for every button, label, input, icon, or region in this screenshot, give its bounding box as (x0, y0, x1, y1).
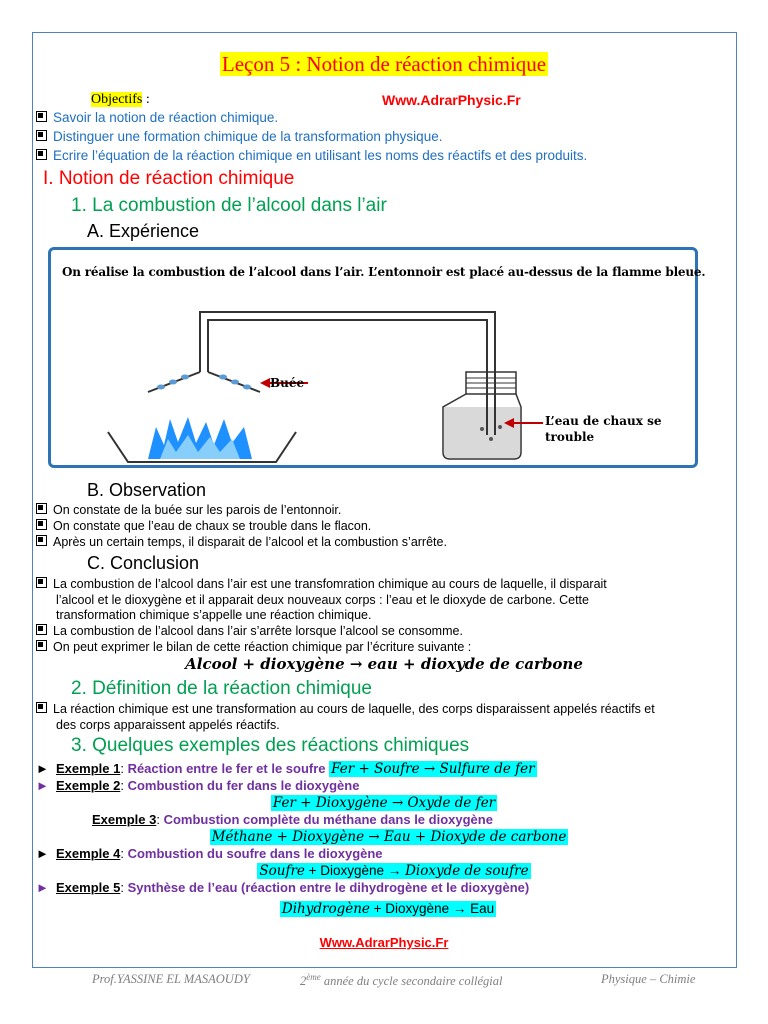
checkbox-icon (36, 111, 47, 122)
checkbox-icon (36, 519, 47, 530)
checkbox-icon (36, 640, 47, 651)
label-trouble: trouble (545, 430, 595, 444)
subsection-heading-1: 1. La combustion de l’alcool dans l’air (71, 195, 387, 216)
subsection-heading-c: C. Conclusion (87, 553, 200, 573)
example-1: ► Exemple 1: Réaction entre le fer et le soufre Fer + Soufre → Sulfure de fer (36, 761, 535, 777)
example-equation: Dihydrogène + Dioxygène → Eau (281, 901, 495, 917)
observation-item: Après un certain temps, il disparait de l’alcool et la combustion s’arrête. (36, 535, 447, 549)
footer-subject: Physique – Chimie (601, 972, 696, 986)
objectifs-heading: Objectifs : (91, 92, 150, 107)
experiment-diagram (48, 247, 698, 468)
arrow-icon: ► (36, 846, 49, 861)
checkbox-icon (36, 535, 47, 546)
conclusion-line: transformation chimique s’appelle une réaction chimique. (56, 608, 372, 622)
observation-item: On constate de la buée sur les parois de l’entonnoir. (36, 503, 341, 517)
label-buee: Buée (270, 376, 305, 390)
footer-author: Prof.YASSINE EL MASAOUDY (92, 972, 250, 986)
example-4-equation-row (0, 862, 768, 880)
subsection-heading-3: 3. Quelques exemples des réactions chimiques (71, 735, 470, 756)
website-link-bottom[interactable]: Www.AdrarPhysic.Fr (319, 935, 449, 950)
checkbox-icon (36, 130, 47, 141)
example-2: ► Exemple 2: Combustion du fer dans le dioxygène (36, 778, 360, 793)
example-5-equation-row (0, 900, 768, 918)
conclusion-item: La combustion de l’alcool dans l’air s’arrête lorsque l’alcool se consomme. (36, 624, 463, 638)
subsection-heading-b: B. Observation (87, 480, 207, 500)
subsection-heading-a: A. Expérience (87, 221, 200, 241)
subsection-heading-2: 2. Définition de la réaction chimique (71, 678, 373, 699)
main-equation: Alcool + dioxygène → eau + dioxyde de carbone (185, 655, 583, 673)
example-2-equation-row (0, 794, 768, 812)
checkbox-icon (36, 503, 47, 514)
checkbox-icon (36, 702, 47, 713)
label-eau-chaux: L’eau de chaux se (545, 414, 662, 428)
example-4: ► Exemple 4: Combustion du soufre dans le dioxygène (36, 846, 383, 861)
conclusion-item: On peut exprimer le bilan de cette réaction chimique par l’écriture suivante : (36, 640, 471, 654)
arrow-icon: ► (36, 761, 49, 776)
example-3: Exemple 3: Combustion complète du méthane dans le dioxygène (92, 812, 493, 827)
example-5: ► Exemple 5: Synthèse de l’eau (réaction entre le dihydrogène et le dioxygène) (36, 880, 530, 895)
conclusion-item: La combustion de l’alcool dans l’air est une transfomration chimique au cours de laquelle, il disparait (36, 577, 607, 591)
footer-level: 2ème année du cycle secondaire collégial (300, 972, 503, 989)
checkbox-icon (36, 624, 47, 635)
definition-line: des corps apparaissent appelés réactifs. (56, 718, 280, 732)
example-equation: Fer + Dioxygène → Oxyde de fer (272, 795, 496, 811)
checkbox-icon (36, 149, 47, 160)
example-equation: Fer + Soufre → Sulfure de fer (331, 761, 535, 777)
definition-item: La réaction chimique est une transformation au cours de laquelle, des corps disparaissent appelés réactifs et (36, 702, 655, 716)
example-3-equation-row (0, 828, 768, 846)
checkbox-icon (36, 577, 47, 588)
section-heading-1: I. Notion de réaction chimique (43, 168, 295, 189)
arrow-icon: ► (36, 880, 49, 895)
conclusion-line: l’alcool et le dioxygène et il apparait deux nouveaux corps : l’eau et le dioxyde de carbone. Cette (56, 593, 589, 607)
objective-item: Distinguer une formation chimique de la transformation physique. (36, 129, 442, 144)
example-equation: Soufre + Dioxygène → Dioxyde de soufre (259, 863, 529, 879)
arrow-icon: ► (36, 778, 49, 793)
website-link-top[interactable]: Www.AdrarPhysic.Fr (382, 92, 521, 108)
observation-item: On constate que l’eau de chaux se trouble dans le flacon. (36, 519, 371, 533)
example-equation: Méthane + Dioxygène → Eau + Dioxyde de carbone (211, 829, 567, 845)
page-title: Leçon 5 : Notion de réaction chimique (221, 52, 547, 76)
objective-item: Savoir la notion de réaction chimique. (36, 110, 278, 125)
objective-item: Ecrire l’équation de la réaction chimique en utilisant les noms des réactifs et des produits. (36, 148, 587, 163)
experiment-caption: On réalise la combustion de l’alcool dans l’air. L’entonnoir est placé au-dessus de la flamme bleue. (62, 265, 706, 279)
